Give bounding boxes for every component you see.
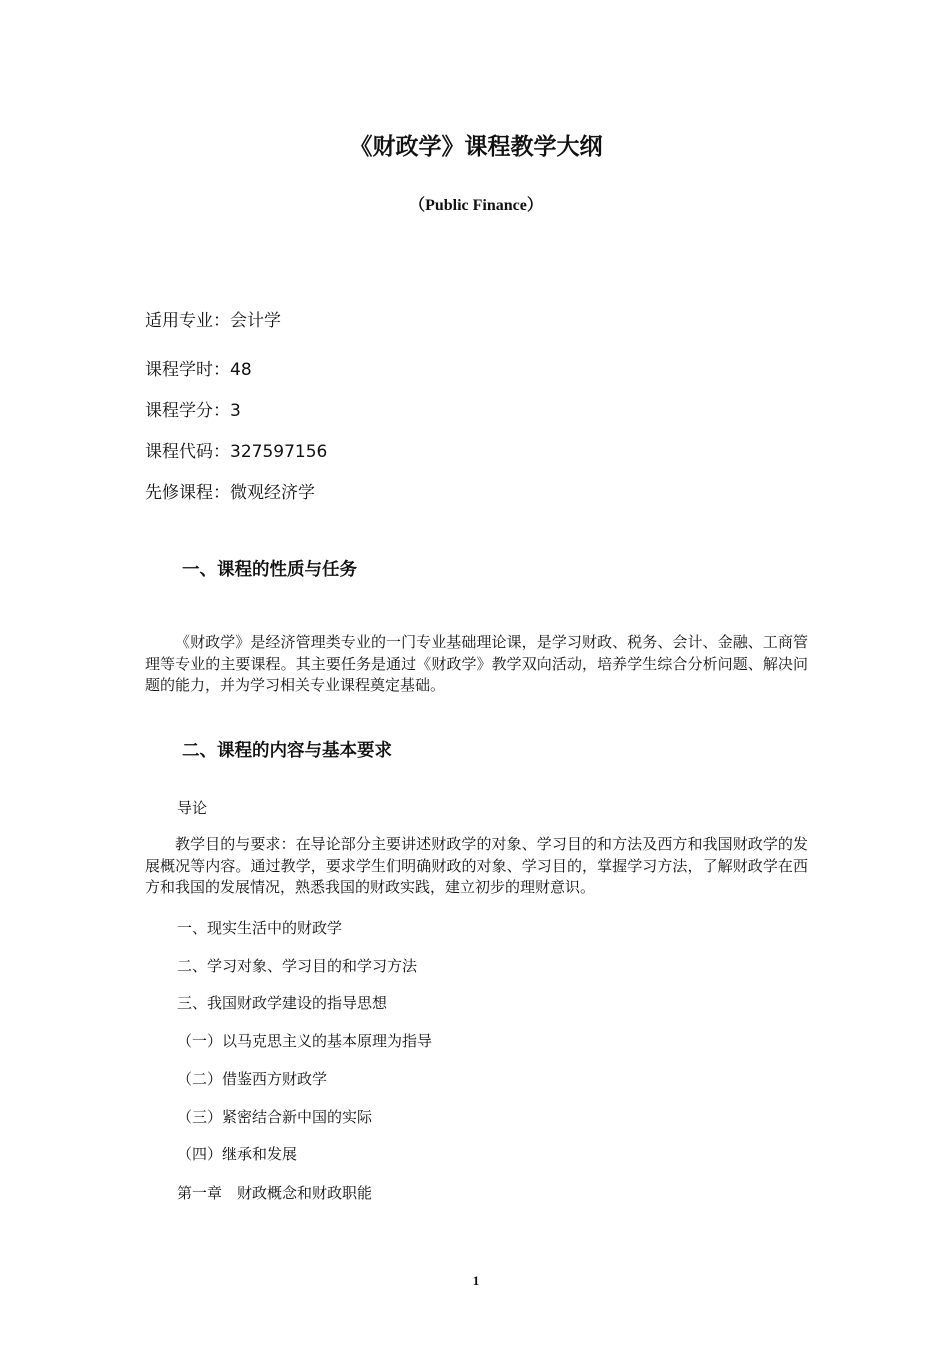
document-subtitle: （Public Finance） — [409, 197, 543, 214]
list-item: 二、学习对象、学习目的和学习方法 — [177, 957, 418, 975]
meta-prerequisite: 先修课程：微观经济学 — [145, 483, 315, 503]
section-heading-content: 二、课程的内容与基本要求 — [182, 741, 392, 761]
meta-hours: 课程学时：48 — [145, 360, 252, 380]
intro-label: 导论 — [177, 799, 208, 817]
list-item: （四）继承和发展 — [177, 1145, 298, 1163]
section-paragraph-nature: 《财政学》是经济管理类专业的一门专业基础理论课，是学习财政、税务、会计、金融、工商管理等专业的主要课程。其主要任务是通过《财政学》教学双向活动，培养学生综合分析问题、解决问题的能力，并为学习相关专业课程奠定基础。 — [145, 633, 808, 694]
chapter-heading: 第一章 财政概念和财政职能 — [177, 1184, 373, 1202]
meta-credits: 课程学分：3 — [145, 401, 241, 421]
page-number: 1 — [472, 1273, 480, 1288]
meta-major: 适用专业：会计学 — [145, 311, 281, 331]
document-title: 《财政学》课程教学大纲 — [349, 134, 603, 160]
list-item: （一）以马克思主义的基本原理为指导 — [177, 1032, 433, 1050]
section-heading-nature: 一、课程的性质与任务 — [182, 560, 357, 580]
list-item: （三）紧密结合新中国的实际 — [177, 1108, 373, 1126]
meta-course-code: 课程代码：327597156 — [145, 442, 328, 462]
list-item: （二）借鉴西方财政学 — [177, 1070, 328, 1088]
list-item: 一、现实生活中的财政学 — [177, 919, 343, 937]
section-paragraph-intro: 教学目的与要求：在导论部分主要讲述财政学的对象、学习目的和方法及西方和我国财政学的发展概况等内容。通过教学，要求学生们明确财政的对象、学习目的，掌握学习方法，了解财政学在西方和我国的发展情况，熟悉我国的财政实践，建立初步的理财意识。 — [145, 835, 808, 896]
list-item: 三、我国财政学建设的指导思想 — [177, 994, 388, 1012]
